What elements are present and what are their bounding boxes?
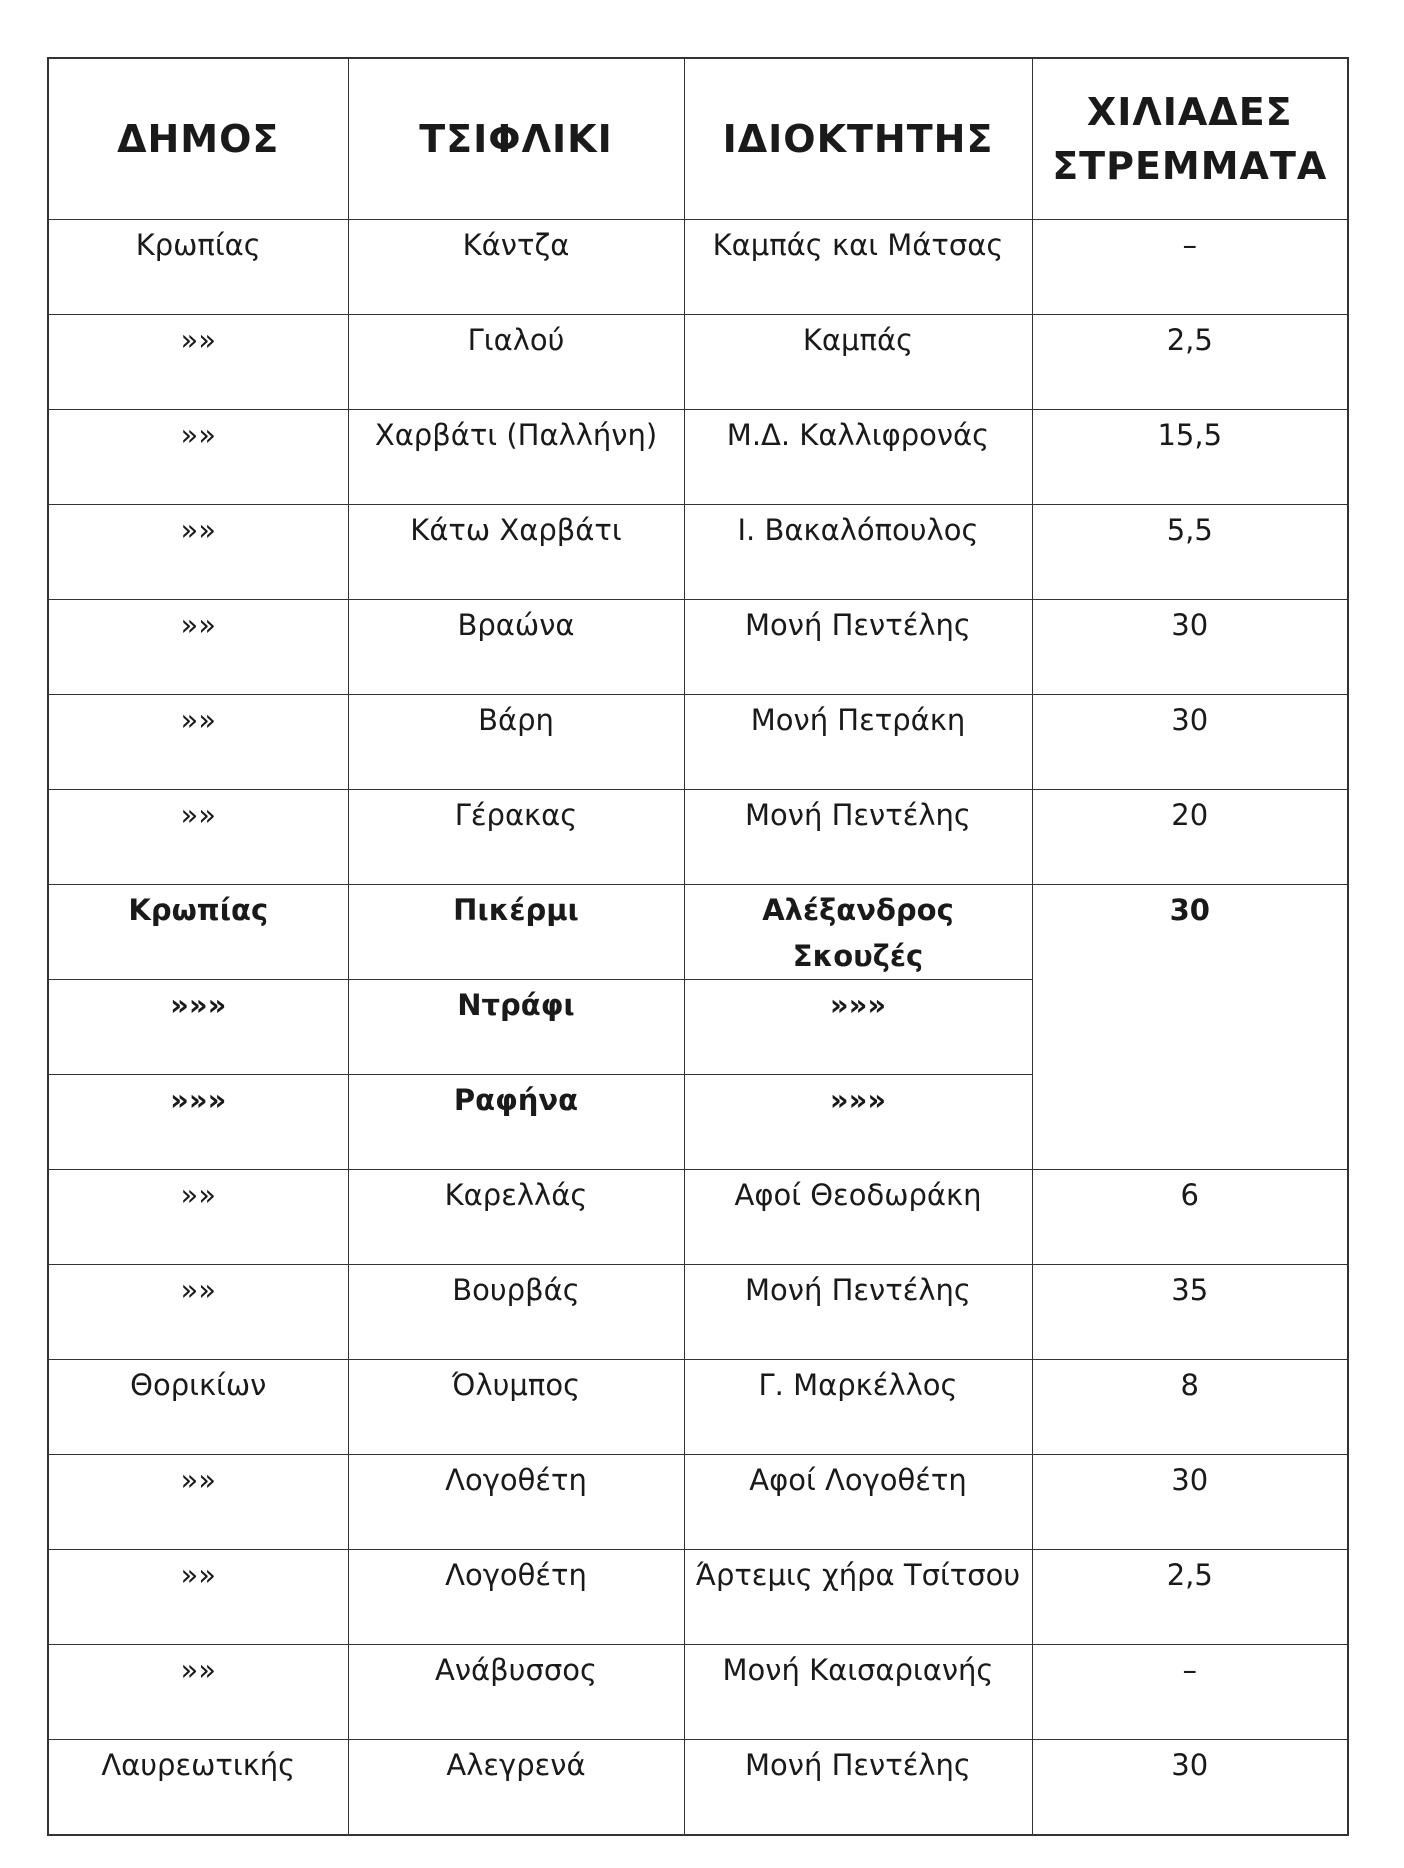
table-row	[48, 1265, 1348, 1360]
cell-tsifliki: Ραφήνα	[348, 1075, 684, 1170]
cell-tsifliki: Πικέρμι	[348, 885, 684, 980]
cell-tsifliki: Γέρακας	[348, 790, 684, 885]
cell-tsifliki: Καρελλάς	[348, 1170, 684, 1265]
cell-stremmata: 5,5	[1032, 505, 1348, 600]
cell-idioktitis: Αφοί Θεοδωράκη	[684, 1170, 1032, 1265]
cell-tsifliki: Κάντζα	[348, 220, 684, 315]
table-row	[48, 1550, 1348, 1645]
cell-tsifliki: Λογοθέτη	[348, 1455, 684, 1550]
cell-dimos: »»	[48, 1170, 348, 1265]
document-page	[47, 57, 1347, 1836]
table-row	[48, 790, 1348, 885]
table-row	[48, 1740, 1348, 1836]
header-stremmata: ΧΙΛΙΑΔΕΣ ΣΤΡΕΜΜΑΤΑ	[1032, 58, 1348, 220]
header-idioktitis: ΙΔΙΟΚΤΗΤΗΣ	[684, 58, 1032, 220]
cell-tsifliki: Λογοθέτη	[348, 1550, 684, 1645]
cell-dimos: »»	[48, 600, 348, 695]
cell-tsifliki: Χαρβάτι (Παλλήνη)	[348, 410, 684, 505]
cell-dimos: »»	[48, 1455, 348, 1550]
cell-stremmata: 20	[1032, 790, 1348, 885]
cell-idioktitis: »»»	[684, 980, 1032, 1075]
cell-dimos: Κρωπίας	[48, 220, 348, 315]
cell-stremmata: –	[1032, 1645, 1348, 1740]
table-row	[48, 1645, 1348, 1740]
cell-idioktitis: Αφοί Λογοθέτη	[684, 1455, 1032, 1550]
cell-dimos: Λαυρεωτικής	[48, 1740, 348, 1836]
table-row	[48, 410, 1348, 505]
cell-idioktitis: Ι. Βακαλόπουλος	[684, 505, 1032, 600]
cell-idioktitis: Μονή Καισαριανής	[684, 1645, 1032, 1740]
cell-idioktitis: Άρτεμις χήρα Τσίτσου	[684, 1550, 1032, 1645]
cell-stremmata: 15,5	[1032, 410, 1348, 505]
cell-stremmata: 6	[1032, 1170, 1348, 1265]
cell-idioktitis: Μονή Πεντέλης	[684, 1265, 1032, 1360]
cell-dimos: »»	[48, 790, 348, 885]
cell-tsifliki: Ανάβυσσος	[348, 1645, 684, 1740]
cell-stremmata: –	[1032, 220, 1348, 315]
cell-dimos: »»	[48, 410, 348, 505]
cell-dimos: Θορικίων	[48, 1360, 348, 1455]
cell-dimos: »»»	[48, 980, 348, 1075]
cell-tsifliki: Ντράφι	[348, 980, 684, 1075]
cell-idioktitis: Μονή Πετράκη	[684, 695, 1032, 790]
cell-dimos: »»	[48, 1265, 348, 1360]
cell-tsifliki: Γιαλού	[348, 315, 684, 410]
header-row	[48, 58, 1348, 220]
table-row	[48, 315, 1348, 410]
cell-stremmata: 30	[1032, 1455, 1348, 1550]
cell-dimos: »»	[48, 1645, 348, 1740]
table-row	[48, 1360, 1348, 1455]
cell-tsifliki: Κάτω Χαρβάτι	[348, 505, 684, 600]
cell-idioktitis: Μονή Πεντέλης	[684, 790, 1032, 885]
cell-idioktitis: Καμπάς	[684, 315, 1032, 410]
cell-dimos: Κρωπίας	[48, 885, 348, 980]
estates-table	[47, 57, 1349, 1836]
cell-dimos: »»	[48, 315, 348, 410]
cell-idioktitis: Καμπάς και Μάτσας	[684, 220, 1032, 315]
cell-stremmata: 2,5	[1032, 315, 1348, 410]
cell-idioktitis: Μονή Πεντέλης	[684, 1740, 1032, 1836]
table-row	[48, 1170, 1348, 1265]
cell-dimos: »»	[48, 695, 348, 790]
table-row-group	[48, 885, 1348, 980]
cell-stremmata: 30	[1032, 1740, 1348, 1836]
table-row	[48, 695, 1348, 790]
cell-stremmata: 30	[1032, 695, 1348, 790]
cell-stremmata-merged: 30	[1032, 885, 1348, 1170]
table-row	[48, 1455, 1348, 1550]
cell-tsifliki: Βουρβάς	[348, 1265, 684, 1360]
cell-stremmata: 2,5	[1032, 1550, 1348, 1645]
cell-dimos: »»	[48, 1550, 348, 1645]
table-row	[48, 505, 1348, 600]
cell-stremmata: 8	[1032, 1360, 1348, 1455]
cell-tsifliki: Όλυμπος	[348, 1360, 684, 1455]
cell-stremmata: 30	[1032, 600, 1348, 695]
cell-tsifliki: Αλεγρενά	[348, 1740, 684, 1836]
cell-dimos: »»»	[48, 1075, 348, 1170]
header-tsifliki: ΤΣΙΦΛΙΚΙ	[348, 58, 684, 220]
cell-idioktitis: Μονή Πεντέλης	[684, 600, 1032, 695]
cell-idioktitis: Μ.Δ. Καλλιφρονάς	[684, 410, 1032, 505]
table-row	[48, 220, 1348, 315]
header-dimos: ΔΗΜΟΣ	[48, 58, 348, 220]
cell-idioktitis: Γ. Μαρκέλλος	[684, 1360, 1032, 1455]
cell-tsifliki: Βάρη	[348, 695, 684, 790]
cell-tsifliki: Βραώνα	[348, 600, 684, 695]
cell-idioktitis: »»»	[684, 1075, 1032, 1170]
cell-dimos: »»	[48, 505, 348, 600]
table-row	[48, 600, 1348, 695]
cell-stremmata: 35	[1032, 1265, 1348, 1360]
cell-idioktitis: Αλέξανδρος Σκουζές	[684, 885, 1032, 980]
